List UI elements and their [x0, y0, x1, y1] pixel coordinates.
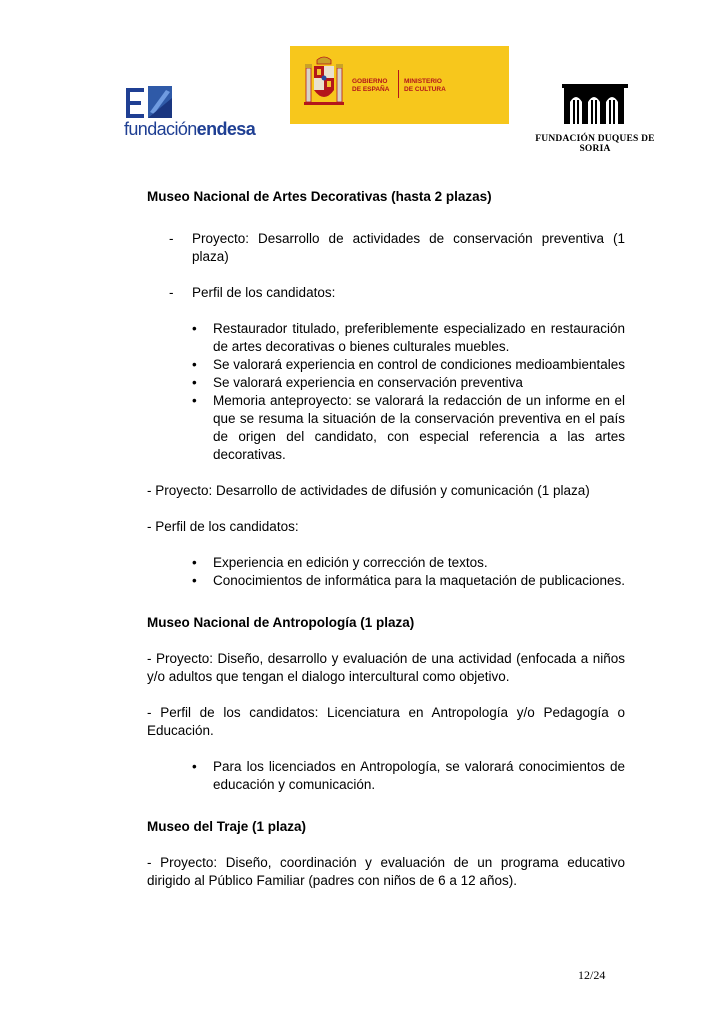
spain-coat-of-arms-icon: [304, 54, 344, 110]
list-item-text: Se valorará experiencia en control de condiciones medioambientales: [213, 357, 625, 372]
list-item-text: Para los licenciados en Antropología, se valorará conocimientos de educación y comunicación.: [213, 759, 625, 792]
list-item-text: Se valorará experiencia en conservación preventiva: [213, 375, 523, 390]
bullet-icon: •: [192, 357, 197, 372]
ministerio-text: [404, 78, 474, 94]
list-item-text: Experiencia en edición y corrección de textos.: [213, 555, 488, 570]
heading-museo-traje: Museo del Traje (1 plaza): [147, 819, 307, 834]
gobierno-text: [352, 78, 400, 94]
dash-item-perfil-candidatos: [147, 284, 625, 302]
bullet-icon: •: [192, 573, 197, 588]
heading-antropologia: Museo Nacional de Antropología (1 plaza): [147, 615, 415, 630]
endesa-text-light: fundación: [124, 119, 197, 139]
ministerio-line1: MINISTERIO: [404, 78, 442, 85]
list-item: [147, 320, 625, 356]
list-item: [147, 392, 625, 464]
fundacion-endesa-logo: [120, 86, 260, 142]
ministerio-line2: DE CULTURA: [404, 86, 446, 93]
arches-logo-icon: [560, 82, 630, 126]
bullet-icon: •: [192, 393, 197, 408]
heading-artes-decorativas: Museo Nacional de Artes Decorativas (hasta 2 plazas): [147, 189, 492, 204]
list-item: [147, 374, 625, 392]
list-item-text: Conocimientos de informática para la maquetación de publicaciones.: [213, 573, 625, 588]
gobierno-espana-logo: [290, 46, 509, 124]
list-item-text: Memoria anteproyecto: se valorará la redacción de un informe en el que se resuma la situación de la conservación preventiva en el país de origen del candidato, con especial referencia a las artes decorativas.: [213, 393, 625, 462]
bullet-icon: •: [192, 555, 197, 570]
soria-logo-text: FUNDACIÓN DUQUES DE SORIA: [535, 134, 655, 154]
gobierno-line1: GOBIERNO: [352, 78, 388, 85]
paragraph-proyecto-traje: - Proyecto: Diseño, coordinación y evaluación de un programa educativo dirigido al Público Familiar (padres con niños de 6 a 12 años).: [147, 855, 625, 888]
paragraph-proyecto-antropologia: - Proyecto: Diseño, desarrollo y evaluación de una actividad (enfocada a niños y/o adultos que tengan el dialogo intercultural como objetivo.: [147, 651, 625, 684]
paragraph-perfil-candidatos: - Perfil de los candidatos:: [147, 519, 299, 534]
dash-item-proyecto-conservacion: [147, 230, 625, 266]
endesa-logo-icon: [126, 86, 172, 120]
list-item: [147, 356, 625, 374]
gobierno-line2: DE ESPAÑA: [352, 86, 390, 93]
bullet-list-difusion: [147, 554, 625, 590]
list-item: [147, 572, 625, 590]
endesa-text-bold: endesa: [196, 119, 256, 139]
page-number: 12/24: [578, 968, 606, 982]
header: [0, 0, 728, 165]
paragraph-proyecto-difusion: - Proyecto: Desarrollo de actividades de difusión y comunicación (1 plaza): [147, 483, 590, 498]
bullet-icon: •: [192, 321, 197, 336]
list-item-text: Restaurador titulado, preferiblemente especializado en restauración de artes decorativas o bienes culturales muebles.: [213, 321, 625, 354]
paragraph-perfil-antropologia: - Perfil de los candidatos: Licenciatura en Antropología y/o Pedagogía o Educación.: [147, 705, 625, 738]
bullet-list-conservacion: [147, 320, 625, 464]
dash-marker: -: [169, 285, 174, 300]
dash-marker: -: [169, 231, 174, 246]
bullet-icon: •: [192, 375, 197, 390]
fundacion-duques-soria-logo: [520, 82, 670, 152]
bullet-icon: •: [192, 759, 197, 774]
gobierno-divider: [398, 70, 399, 98]
endesa-wordmark: [124, 119, 255, 140]
list-item: [147, 554, 625, 572]
list-item: [147, 758, 625, 794]
dash-item-text: Perfil de los candidatos:: [192, 285, 336, 300]
bullet-list-antropologia: [147, 758, 625, 794]
document-body: [147, 188, 625, 890]
dash-item-text: Proyecto: Desarrollo de actividades de conservación preventiva (1 plaza): [192, 231, 625, 264]
